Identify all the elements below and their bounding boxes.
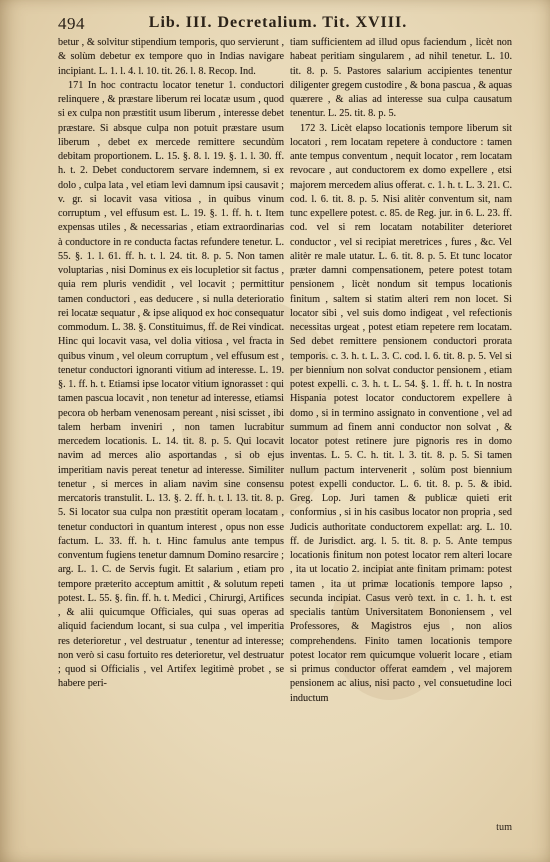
page-number: 494 xyxy=(58,14,85,33)
running-head xyxy=(58,14,498,36)
paragraph: tiam sufficientem ad illud opus faciendum , licèt non habeat peritiam singularem , ad nihil tenetur. L. 10. tit. 8. p. 5. Pastores salarium accipientes tenentur diligenter gregem custodire , & bona pascua , & aquas quærere , & alias ad interesse sua culpa causatum tenentur. L. 25. tit. 8. p. 5. xyxy=(290,37,512,120)
paragraph: betur , & solvitur stipendium temporis, quo servierunt , & solùm debetur ex tempore quo in Indias navigare incipiant. L. 1. l. 4. l. 10. tit. 26. l. 8. Recop. Ind. xyxy=(58,37,284,77)
catchword: tum xyxy=(496,822,512,833)
left-column xyxy=(58,36,284,856)
paragraph: 171 In hoc contractu locator tenetur 1. conductori relinquere , & præstare liberum rei locatæ usum , quod si ex culpa non præstitit usum liberum , interesse debet præstare. Si absque culpa non potuit præstare usum liberum , debet ex mercede remittere secundùm debitam proportionem. L. 15. §. 8. l. 19. §. 1. l. 30. ff. h. t. 2. Debet conductorem servare indemnem, si ex dolo , culpa lata , vel etiam levi damnum ipsi causavit ; v. gr. si locavit vasa vitiosa , in quibus vinum corruptum , vel effusum est. L. 19. §. 1. ff. h. t. Item expensas utiles , & necessarias , etiam extraordinarias à conductore in re conducta factas refundere tenetur. L. 55. §. 1. l. 61. ff. h. t. l. 24. tit. 8. p. 5. Non tamen voluptarias , nisi Dominus ex eis locupletior sit factus , quia rem pluris vendidit , vel locavit ; permittitur tamen conductori , eas deducere , si nulla deterioratio rei locatæ sequatur , & ipse aliquod ex hoc consequatur commodum. L. 38. §. Constituimus, ff. de Rei vindicat. Hinc qui locavit vasa, vel dolia vitiosa , vel fracta in quibus vinum , vel oleum corruptum , vel effusum est , tenetur conductori ignoranti vitium ad interesse. L. 19. §. 1. ff. h. t. Etiamsi ipse locator vitium ignorasset : qui tamen pascua locavit , non tenetur ad interesse, etiamsi pecora ob herbam venenosam pereant , nisi scisset , ibi talem herbam inveniri , non tamen lucrabitur mercedem locationis. L. 14. tit. 8. p. 5. Qui locavit navim ad merces alio asportandas , si ob ejus imperitiam navis pereat tenetur ad interesse. Similiter tenetur , si merces in aliam navim sine consensu mercatoris transtulit. L. 13. §. 2. ff. h. t. l. 13. tit. 8. p. 5. Si locator sua culpa non præstitit operam locatam , tenetur conductori in quantum interest , opus non esse factum. L. 33. ff. h. t. Hinc famulus ante tempus conventum fugiens tenetur damnum Domino resarcire ; arg. L. 1. C. de Servis fugit. Et salarium , etiam pro tempore præterito acceptum amittit , & solutum repeti potest. L. 55. §. fin. ff. h. t. Medici , Chirurgi, Artifices , & alii quicumque Officiales, qui suas operas ad aliquid faciendum locant, si sua culpa , vel imperitia res deterioretur , vel destruatur , tenentur ad interesse; non verò si casu fortuito res deterioretur, vel destruatur ; quod si Officialis , vel Artifex legitimè probet , se habere peri- xyxy=(58,79,284,690)
paragraph: 172 3. Licèt elapso locationis tempore liberum sit locatori , rem locatam repetere à conductore : tamen ante tempus conventum , nequit locator , rem locatam revocare , aut conductorem ex domo expellere , etsi majorem mercedem alius offerat. c. 1. h. t. L. 3. 21. C. cod. l. 6. tit. 8. p. 5. Nisi alitèr conventum sit, nam tunc expellere potest. c. 85. de Reg. jur. in 6. L. 23. ff. cod. vel si rem locatam notabiliter deterioret conductor , vel si recipiat meretrices , fures , &c. Vel alitèr re male utatur. L. 6. tit. 8. p. 5. Et tunc locator præter damni compensationem, petere potest totam pensionem , licèt nondum sit tempus locationis finitum , saltem si statim alteri rem non locet. Si locator sibi , vel suis domo indigeat , vel refectionis necessitas urgeat , potest etiam repetere rem locatam. Sed debet remittere pensionem conductori prorata temporis. c. 3. h. t. L. 3. C. cod. l. 6. tit. 8. p. 5. Vel si per biennium non solvat conductor pensionem , etiam potest expelli. c. 3. h. t. L. 54. §. 1. ff. h. t. In nostra Hispania potest locator conductorem expellere à domo , si in termino assignato in conventione , vel ad summum ad finem anni conductor non solvat , & locator potest retinere jure pignoris res in domo inventas. L. 5. C. h. tit. l. 3. tit. 8. p. 5. Si tamen nullum pactum intervenerit , solùm post biennium potest expelli conductor. L. 6. tit. 8. p. 5. & ibid. Greg. Lop. Juri tamen & publicæ quieti erit conformius , si in his casibus locator non propria , sed Judicis authoritate conductorem expellat: arg. L. 10. ff. de Jurisdict. arg. l. 5. tit. 8. p. 5. Ante tempus locationis finitum non potest locator rem alteri locare , ita ut locatio 2. incipiat ante finitam primam: potest tamen , ita ut primæ locationis tempore lapso , secunda incipiat. Casus verò text. in c. 1. h. t. est specialis tantùm Universitatem Bononiensem , vel Professores, & Magistros ejus , non alios comprehendens. Finito tamen locationis tempore potest locator rem quicumque voluerit locare , etiam si primus conductor offerat eamdem , vel majorem pensionem ac alius, nisi pacto , vel consuetudine loci inductum xyxy=(290,122,512,704)
right-column xyxy=(290,36,512,816)
running-head-title: Lib. III. Decretalium. Tit. XVIII. xyxy=(148,14,408,31)
